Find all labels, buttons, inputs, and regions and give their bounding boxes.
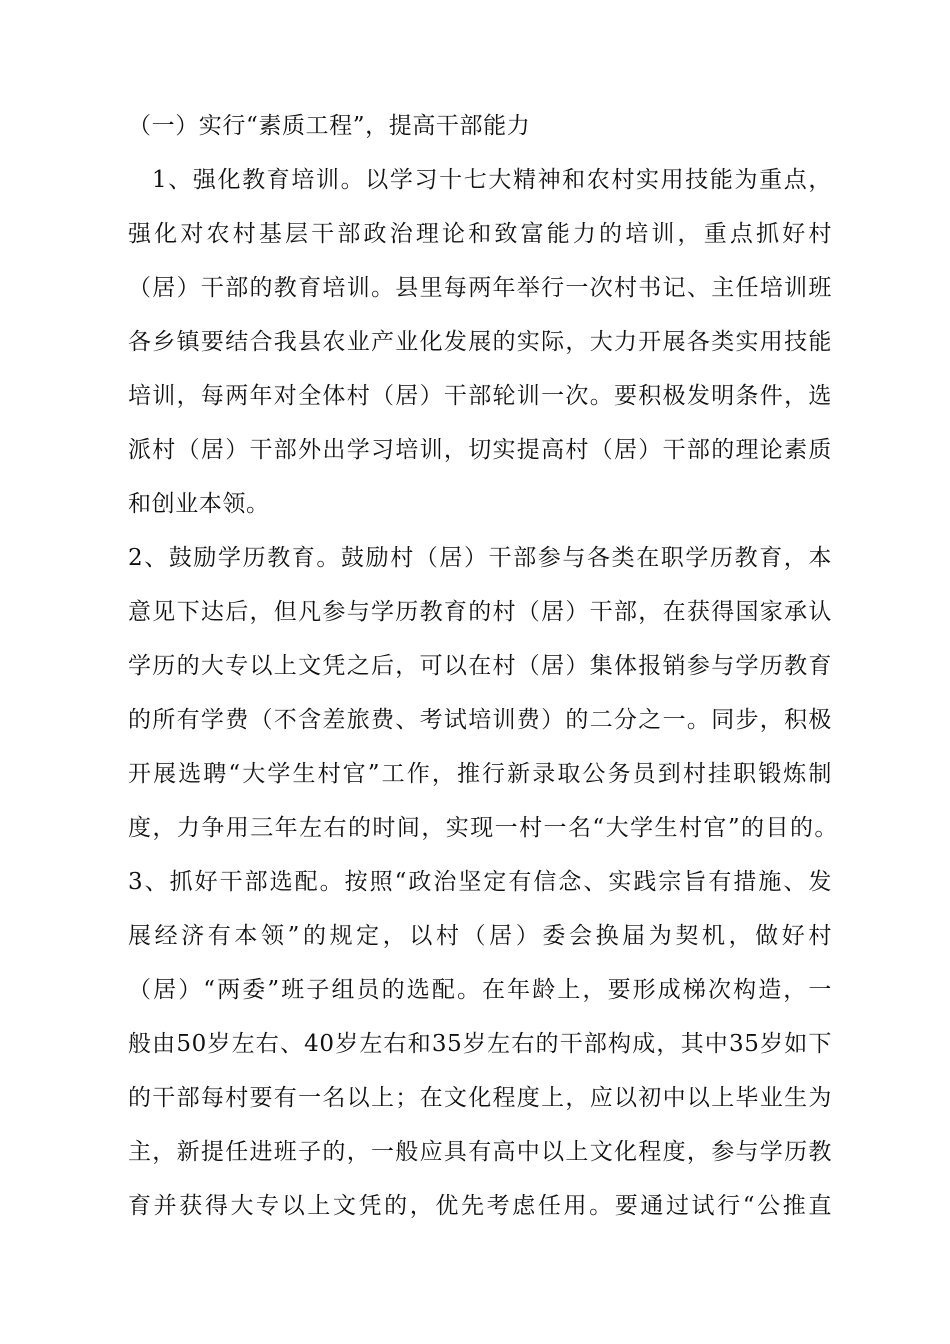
paragraph-2-line-1-text: 2、鼓励学历教育。鼓励村（居）干部参与各类在职学历教育，本	[128, 545, 832, 571]
paragraph-3-line-4	[128, 1024, 832, 1064]
section-heading: （一）实行“素质工程”，提高干部能力	[128, 113, 531, 139]
paragraph-2-line-4-text: 的所有学费（不含差旅费、考试培训费）的二分之一。同步，积极	[128, 707, 832, 733]
paragraph-1-line-6-text: 派村（居）干部外出学习培训，切实提高村（居）干部的理论素质	[128, 437, 832, 463]
paragraph-3-line-5-text: 的干部每村要有一名以上；在文化程度上，应以初中以上毕业生为	[128, 1085, 832, 1111]
paragraph-3-line-4-text: 般由50岁左右、40岁左右和35岁左右的干部构成，其中35岁如下	[128, 1031, 832, 1057]
paragraph-1-line-7	[128, 484, 428, 524]
paragraph-1-line-3-text: （居）干部的教育培训。县里每两年举行一次村书记、主任培训班	[128, 275, 832, 301]
paragraph-1-line-7-text: 和创业本领。	[128, 491, 270, 517]
paragraph-1-line-5-text: 培训，每两年对全体村（居）干部轮训一次。要积极发明条件，选	[128, 383, 832, 409]
paragraph-1-line-1	[152, 160, 832, 200]
paragraph-3-line-6-text: 主，新提任进班子的，一般应具有高中以上文化程度，参与学历教	[128, 1139, 832, 1165]
paragraph-2-line-2	[128, 592, 832, 632]
paragraph-2-line-6	[128, 808, 838, 848]
paragraph-3-line-7-text: 育并获得大专以上文凭的，优先考虑任用。要通过试行“公推直	[128, 1193, 832, 1219]
paragraph-3-line-1	[128, 862, 832, 902]
paragraph-1-line-1-text: 1、强化教育培训。以学习十七大精神和农村实用技能为重点，	[152, 167, 832, 193]
paragraph-1-line-6	[128, 430, 832, 470]
paragraph-3-line-7	[128, 1186, 832, 1226]
paragraph-2-line-5	[128, 754, 832, 794]
paragraph-1-line-5	[128, 376, 832, 416]
paragraph-1-line-4-text: 各乡镇要结合我县农业产业化发展的实际，大力开展各类实用技能	[128, 329, 832, 355]
paragraph-2-line-6-text: 度，力争用三年左右的时间，实现一村一名“大学生村官”的目的。	[128, 815, 838, 841]
paragraph-2-line-1	[128, 538, 832, 578]
paragraph-3-line-6	[128, 1132, 832, 1172]
paragraph-2-line-3-text: 学历的大专以上文凭之后，可以在村（居）集体报销参与学历教育	[128, 653, 832, 679]
paragraph-3-line-1-text: 3、抓好干部选配。按照“政治坚定有信念、实践宗旨有措施、发	[128, 869, 832, 895]
paragraph-3-line-2	[128, 916, 832, 956]
paragraph-1-line-2-text: 强化对农村基层干部政治理论和致富能力的培训，重点抓好村	[128, 221, 832, 247]
paragraph-2-line-3	[128, 646, 832, 686]
paragraph-3-line-2-text: 展经济有本领”的规定，以村（居）委会换届为契机，做好村	[128, 923, 832, 949]
paragraph-3-line-3	[128, 970, 832, 1010]
paragraph-1-line-4	[128, 322, 832, 362]
paragraph-3-line-3-text: （居）“两委”班子组员的选配。在年龄上，要形成梯次构造，一	[128, 977, 832, 1003]
paragraph-2-line-5-text: 开展选聘“大学生村官”工作，推行新录取公务员到村挂职锻炼制	[128, 761, 832, 787]
paragraph-1-line-3	[128, 268, 832, 308]
paragraph-3-line-5	[128, 1078, 832, 1118]
paragraph-2-line-4	[128, 700, 832, 740]
paragraph-2-line-2-text: 意见下达后，但凡参与学历教育的村（居）干部，在获得国家承认	[128, 599, 832, 625]
paragraph-1-line-2	[128, 214, 832, 254]
